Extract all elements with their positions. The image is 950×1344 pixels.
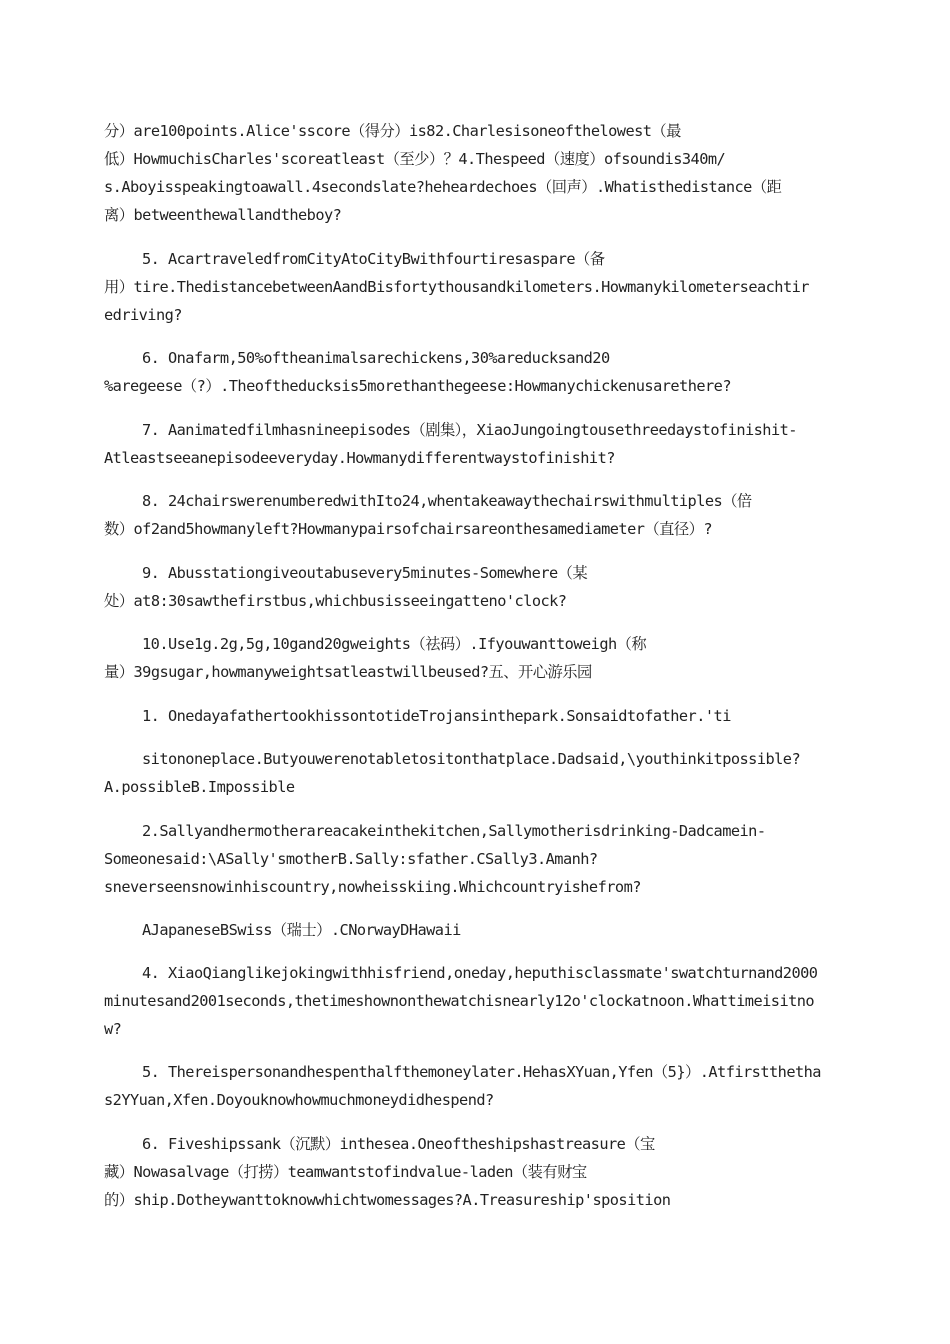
text-line: s.Aboyisspeakingtoawall.4secondslate?heheardechoes（回声）.Whatisthedistance（距	[104, 178, 782, 196]
text-line: 10.Use1g.2g,5g,10gand20gweights（祛码）.Ifyouwanttoweigh（称	[142, 635, 647, 653]
paragraph-problem-5	[104, 245, 849, 329]
text-line: 1. OnedayafathertookhissontotideTrojansinthepark.Sonsaidtofather.'ti	[142, 707, 731, 725]
text-line: w?	[104, 1020, 122, 1038]
text-line: 8. 24chairswerenumberedwithIto24,whentakeawaythechairswithmultiples（倍	[142, 492, 752, 510]
text-line: s2YYuan,Xfen.Doyouknowhowmuchmoneydidhespend?	[104, 1091, 494, 1109]
text-line: 的）ship.Dotheywanttoknowwhichtwomessages?A.Treasureship'sposition	[104, 1191, 671, 1209]
text-line: 处）at8:30sawthefirstbus,whichbusisseeingatteno'clock?	[104, 592, 567, 610]
text-line: sneverseensnowinhiscountry,nowheisskiing.Whichcountryishefrom?	[104, 878, 641, 896]
text-line: 数）of2and5howmanyleft?Howmanypairsofchairsareonthesamediameter（直径）?	[104, 520, 713, 538]
text-line: 4. XiaoQianglikejokingwithhisfriend,oneday,heputhisclassmate'swatchturnand2000	[142, 964, 818, 982]
text-line: A.possibleB.Impossible	[104, 778, 295, 796]
text-line: 5. Thereispersonandhespenthalfthemoneylater.HehasXYuan,Yfen（5}）.Atfirstthetha	[142, 1063, 821, 1081]
paragraph-fun-2-3	[104, 817, 849, 901]
text-line: 藏）Nowasalvage（打捞）teamwantstofindvalue-laden（装有财宝	[104, 1163, 587, 1181]
text-line: edriving?	[104, 306, 182, 324]
text-line: minutesand2001seconds,thetimeshownonthewatchisnearly12o'clockatnoon.Whattimeisitno	[104, 992, 815, 1010]
paragraph-problem-8	[104, 487, 849, 543]
paragraph-fun-1-cont	[104, 745, 849, 801]
text-line: 6. Fiveshipssank（沉默）inthesea.Oneoftheshipshastreasure（宝	[142, 1135, 655, 1153]
text-line: 5. AcartraveledfromCityAtoCityBwithfourtiresaspare（备	[142, 250, 605, 268]
text-line: 用）tire.ThedistancebetweenAandBisfortythousandkilometers.Howmanykilometerseachtir	[104, 278, 809, 296]
text-line: 9. Abusstationgiveoutabusevery5minutes-Somewhere（某	[142, 564, 588, 582]
text-line: 7. Aanimatedfilmhasnineepisodes（剧集），XiaoJungoingtousethreedaystofinishit-	[142, 421, 797, 439]
text-line: 离）betweenthewallandtheboy?	[104, 206, 342, 224]
paragraph-fun-5	[104, 1058, 849, 1114]
paragraph-problem-3-4	[104, 117, 849, 229]
text-line: %aregeese（?）.Theoftheducksis5morethanthegeese:Howmanychickenusarethere?	[104, 377, 732, 395]
paragraph-fun-4	[104, 959, 849, 1043]
paragraph-fun-3-options	[104, 916, 849, 944]
text-line: 分）are100points.Alice'sscore（得分）is82.Charlesisoneofthelowest（最	[104, 122, 681, 140]
paragraph-problem-6	[104, 344, 849, 400]
paragraph-fun-6	[104, 1130, 849, 1214]
text-line: 量）39gsugar,howmanyweightsatleastwillbeused?五、开心游乐园	[104, 663, 592, 681]
text-line: 低）HowmuchisCharles'scoreatleast（至少）？4.Thespeed（速度）ofsoundis340m/	[104, 150, 726, 168]
text-line: AJapaneseBSwiss（瑞士）.CNorwayDHawaii	[142, 921, 461, 939]
paragraph-problem-9	[104, 559, 849, 615]
text-line: 6. Onafarm,50%oftheanimalsarechickens,30%areducksand20	[142, 349, 610, 367]
paragraph-fun-1	[104, 702, 849, 730]
text-line: Atleastseeanepisodeeveryday.Howmanydifferentwaystofinishit?	[104, 449, 615, 467]
text-line: 2.Sallyandhermotherareacakeinthekitchen,Sallymotherisdrinking-Dadcamein-	[142, 822, 766, 840]
text-line: Someonesaid:\ASally'smotherB.Sally:sfather.CSally3.Amanh?	[104, 850, 598, 868]
text-line: sitononeplace.Butyouwerenotabletositonthatplace.Dadsaid,\youthinkitpossible?	[142, 750, 801, 768]
paragraph-problem-10	[104, 630, 849, 686]
paragraph-problem-7	[104, 416, 849, 472]
